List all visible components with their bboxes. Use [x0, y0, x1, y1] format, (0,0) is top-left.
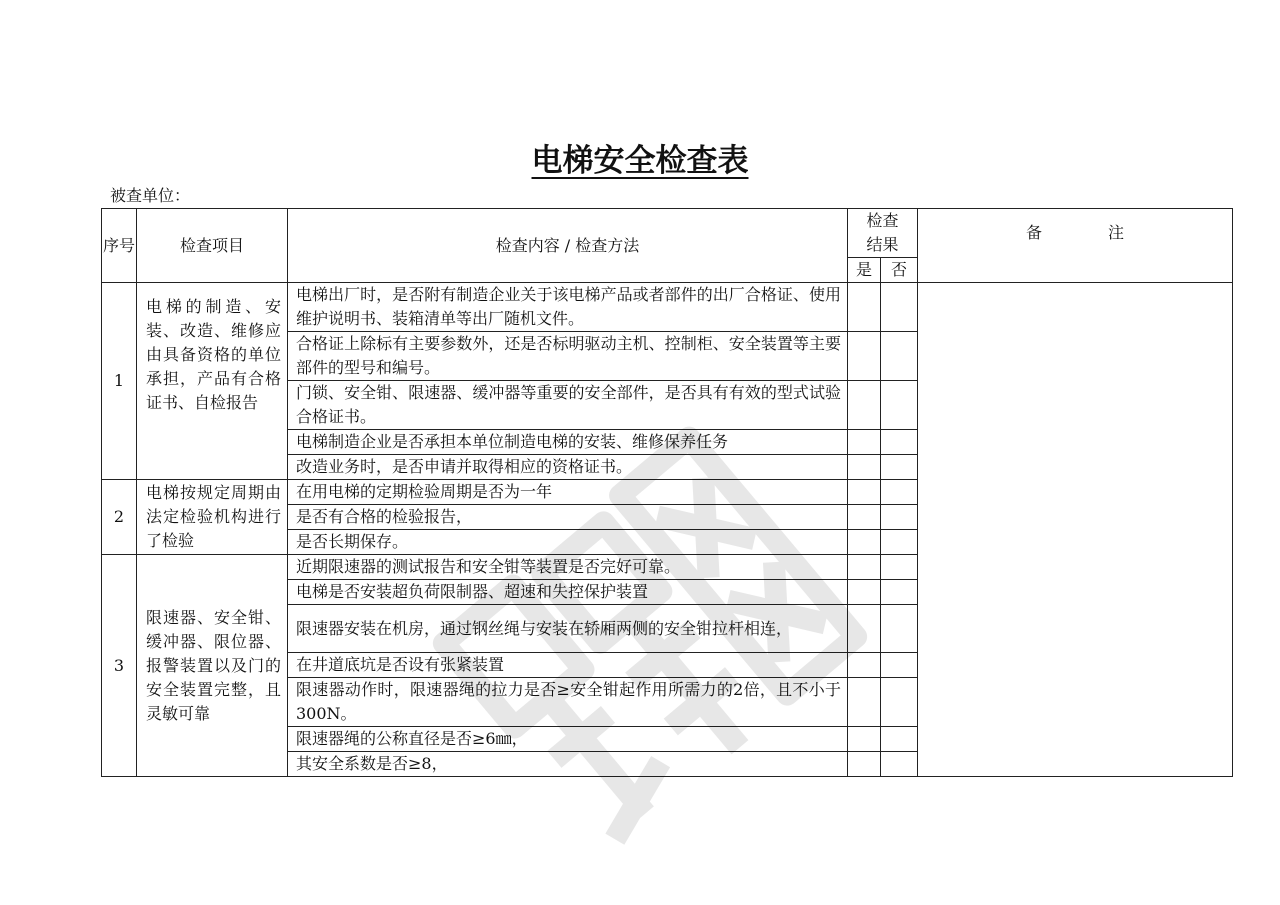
header-item: 检查项目	[137, 209, 288, 283]
result-yes-cell[interactable]	[848, 580, 881, 605]
section-3-content-1: 近期限速器的测试报告和安全钳等装置是否完好可靠。	[288, 555, 848, 580]
result-yes-cell[interactable]	[848, 332, 881, 381]
result-yes-cell[interactable]	[848, 555, 881, 580]
result-no-cell[interactable]	[881, 530, 918, 555]
section-1-content-3: 门锁、安全钳、限速器、缓冲器等重要的安全部件，是否具有有效的型式试验合格证书。	[288, 381, 848, 430]
result-yes-cell[interactable]	[848, 381, 881, 430]
result-yes-cell[interactable]	[848, 727, 881, 752]
result-no-cell[interactable]	[881, 430, 918, 455]
result-no-cell[interactable]	[881, 283, 918, 332]
header-no-answer: 否	[881, 258, 918, 283]
result-yes-cell[interactable]	[848, 653, 881, 678]
section-2-content-1: 在用电梯的定期检验周期是否为一年	[288, 480, 848, 505]
header-note: 备 注	[918, 209, 1233, 283]
result-no-cell[interactable]	[881, 653, 918, 678]
section-3-content-3: 限速器安装在机房，通过钢丝绳与安装在轿厢两侧的安全钳拉杆相连，	[288, 605, 848, 653]
notes-cell[interactable]	[918, 283, 1233, 777]
section-1-content-4: 电梯制造企业是否承担本单位制造电梯的安装、维修保养任务	[288, 430, 848, 455]
inspected-unit-label: 被查单位：	[110, 186, 191, 205]
document-title: 电梯安全检查表	[531, 143, 749, 179]
result-no-cell[interactable]	[881, 678, 918, 727]
section-3-content-2: 电梯是否安装超负荷限制器、超速和失控保护装置	[288, 580, 848, 605]
result-yes-cell[interactable]	[848, 430, 881, 455]
section-3-content-7: 其安全系数是否≥8，	[288, 752, 848, 777]
section-2-content-2: 是否有合格的检验报告，	[288, 505, 848, 530]
result-yes-cell[interactable]	[848, 530, 881, 555]
header-no: 序号	[102, 209, 137, 283]
section-2-no: 2	[102, 480, 137, 555]
section-1-item: 电梯的制造、安装、改造、维修应由具备资格的单位承担，产品有合格证书、自检报告	[137, 283, 288, 480]
result-yes-cell[interactable]	[848, 505, 881, 530]
result-no-cell[interactable]	[881, 455, 918, 480]
section-1-content-2: 合格证上除标有主要参数外，还是否标明驱动主机、控制柜、安全装置等主要部件的型号和编号。	[288, 332, 848, 381]
section-2-content-3: 是否长期保存。	[288, 530, 848, 555]
result-no-cell[interactable]	[881, 505, 918, 530]
result-no-cell[interactable]	[881, 555, 918, 580]
section-1-no: 1	[102, 283, 137, 480]
result-no-cell[interactable]	[881, 605, 918, 653]
result-yes-cell[interactable]	[848, 752, 881, 777]
result-yes-cell[interactable]	[848, 455, 881, 480]
header-content: 检查内容 / 检查方法	[288, 209, 848, 283]
section-1-content-1: 电梯出厂时，是否附有制造企业关于该电梯产品或者部件的出厂合格证、使用维护说明书、装箱清单等出厂随机文件。	[288, 283, 848, 332]
inspection-table	[101, 208, 1233, 777]
section-3-content-4: 在井道底坑是否设有张紧装置	[288, 653, 848, 678]
result-yes-cell[interactable]	[848, 605, 881, 653]
result-no-cell[interactable]	[881, 332, 918, 381]
section-3-no: 3	[102, 555, 137, 777]
section-3-content-6: 限速器绳的公称直径是否≥6㎜，	[288, 727, 848, 752]
header-yes: 是	[848, 258, 881, 283]
result-no-cell[interactable]	[881, 752, 918, 777]
result-no-cell[interactable]	[881, 480, 918, 505]
result-no-cell[interactable]	[881, 580, 918, 605]
section-3-item: 限速器、安全钳、缓冲器、限位器、报警装置以及门的安全装置完整，且灵敏可靠	[137, 555, 288, 777]
result-yes-cell[interactable]	[848, 283, 881, 332]
header-result: 检查结果	[848, 209, 918, 258]
result-yes-cell[interactable]	[848, 480, 881, 505]
result-no-cell[interactable]	[881, 381, 918, 430]
section-1-content-5: 改造业务时，是否申请并取得相应的资格证书。	[288, 455, 848, 480]
section-2-item: 电梯按规定周期由法定检验机构进行了检验	[137, 480, 288, 555]
result-yes-cell[interactable]	[848, 678, 881, 727]
section-3-content-5: 限速器动作时，限速器绳的拉力是否≥安全钳起作用所需力的2倍，且不小于300N。	[288, 678, 848, 727]
result-no-cell[interactable]	[881, 727, 918, 752]
